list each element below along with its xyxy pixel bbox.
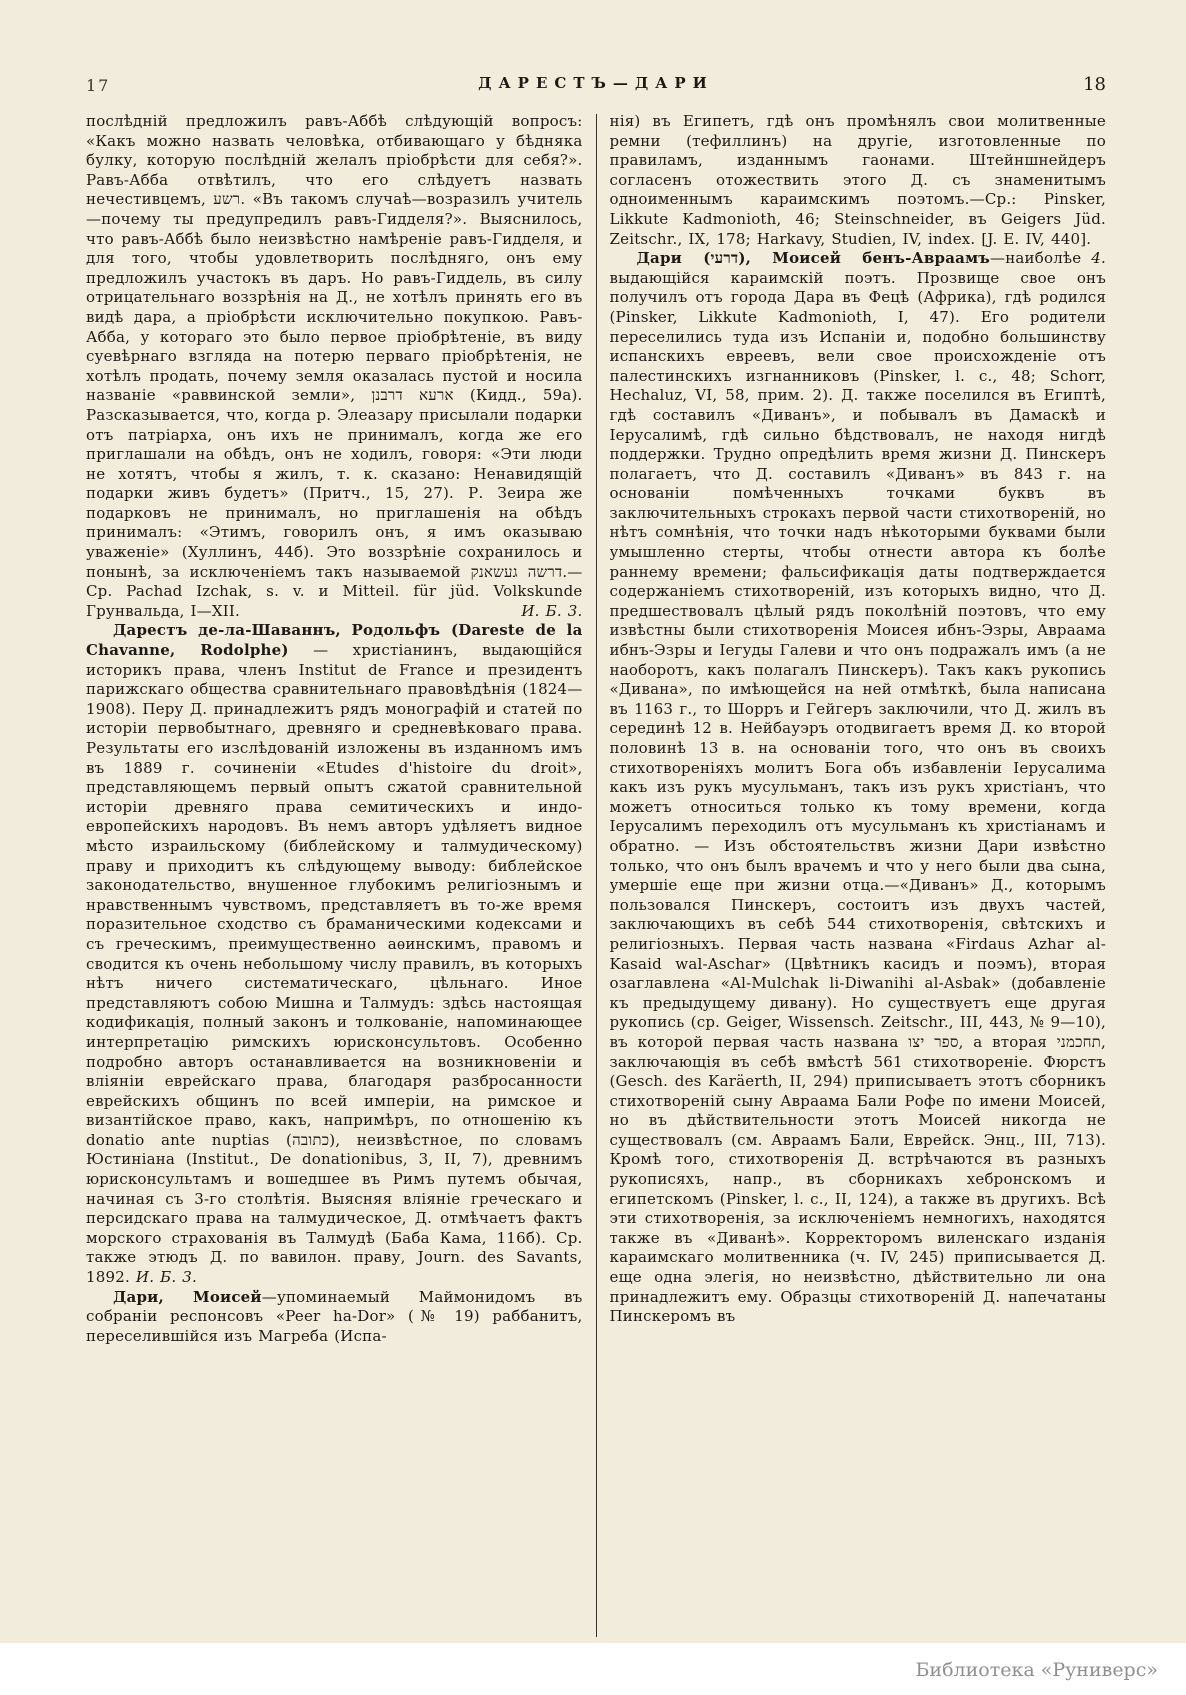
article-dari-moisei-start — [86, 1288, 583, 1347]
article-darest-de-la-chavanne — [86, 621, 583, 1287]
body-text: нія) въ Египетъ, гдѣ онъ промѣнялъ свои молитвенные ремни (тефиллинъ) на другіе, изготовленные по правиламъ, изданнымъ гаонами. Штейншнейдеръ согласенъ отожествить этого Д. съ знаменитымъ одноименнымъ караимскимъ поэтомъ.—Ср.: Pinsker, Likkute Kadmonioth, 46; Steinschneider, въ Geigers Jüd. Zeitschr., IX, 178; Harkavy, Studien, IV, index. [J. E. IV, 440]. — [609, 112, 1106, 248]
library-watermark: Библиотека «Руниверс» — [915, 1659, 1158, 1681]
author-signature: 4. — [1091, 249, 1106, 268]
page-header — [86, 74, 1106, 100]
right-column — [610, 112, 1107, 1637]
author-signature: И. Б. 3. — [521, 601, 583, 620]
body-text: —упоминаемый Маймонидомъ въ собраніи респонсовъ «Peer ha-Dor» (№ 19) раббанитъ, переселившійся изъ Магреба (Испа- — [86, 1287, 583, 1345]
author-signature: И. Б. 3. — [129, 1268, 198, 1287]
column-divider — [596, 114, 597, 1637]
article-dari-moisei-ben-avraam — [610, 249, 1107, 1327]
body-text: —наиболѣе выдающійся караимскій поэтъ. Прозвище свое онъ получилъ отъ города Дара въ Фецѣ (Африка), гдѣ родился (Pinsker, Likkute Kadmonioth, I, 47). Его родители переселились туда изъ Испаніи и, подобно большинству испанскихъ евреевъ, вели свое происхожденіе отъ палестинскихъ изгнанниковъ (Pinsker, l. c., 48; Schorr, Hechaluz, VI, 58, прим. 2). Д. также поселился въ Египтѣ, гдѣ составилъ «Диванъ», и побывалъ въ Дамаскѣ и Іерусалимѣ, гдѣ сильно бѣдствовалъ, не находя нигдѣ поддержки. Трудно опредѣлить время жизни Д. Пинскеръ полагаетъ, что Д. составилъ «Диванъ» въ 843 г. на основаніи помѣченныхъ точками буквъ въ заключительныхъ строкахъ первой части стихотвореній, но нѣтъ сомнѣнія, что точки надъ нѣкоторыми буквами были умышленно стерты, чтобы отнести автора къ болѣе раннему времени; фальсификація даты подтверждается содержаніемъ стихотвореній, изъ которыхъ видно, что Д. предшествовалъ цѣлый рядъ поколѣній поэтовъ, что ему извѣстны были стихотворенія Моисея ибнъ-Эзры, Авраама ибнъ-Эзры и Іегуды Галеви и что онъ подражалъ имъ (а не наоборотъ, какъ полагалъ Пинскеръ). Такъ какъ рукопись «Дивана», по имѣющейся на ней отмѣткѣ, была написана въ 1163 г., то Шорръ и Гейгеръ заключили, что Д. жилъ въ серединѣ 12 в. Нейбауэръ отодвигаетъ время Д. ко второй половинѣ 13 в. на основаніи того, что онъ въ своихъ стихотвореніяхъ молитъ Бога объ избавленіи Іерусалима какъ изъ рукъ мусульманъ, такъ изъ рукъ христіанъ, что можетъ относиться только къ тому времени, когда Іерусалимъ переходилъ отъ мусульманъ къ христіанамъ и обратно. — Изъ обстоятельствъ жизни Дари извѣстно только, что онъ былъ врачемъ и что у него были два сына, умершіе еще при жизни отца.—«Диванъ» Д., которымъ пользовался Пинскеръ, состоитъ изъ двухъ частей, заключающихъ въ себѣ 544 стихотворенія, свѣтскихъ и религіозныхъ. Первая часть названа «Firdaus Azhar al-Kasaid wal-Aschar» (Цвѣтникъ касидъ и поэмъ), вторая озаглавлена «Al-Mulchak li-Diwanihi al-Asbak» (добавленіе къ предыдущему дивану). Но существуетъ еще другая рукопись (ср. Geiger, Wissensch. Zeitschr., III, 443, № 9—10), въ которой первая часть названа ספר יצו, а вторая תחכמני, заключающія въ себѣ вмѣстѣ 561 стихотвореніе. Фюрстъ (Gesch. des Karäerth, II, 294) приписываетъ этотъ сборникъ стихотвореній сыну Авраама Бали Рофе по имени Моисей, но въ дѣйствительности этотъ Моисей никогда не существовалъ (см. Авраамъ Бали, Еврейск. Энц., III, 713). Кромѣ того, стихотворенія Д. встрѣчаются въ разныхъ рукописяхъ, напр., въ сборникахъ хебронскомъ и египетскомъ (Pinsker, l. c., II, 124), а также въ другихъ. Всѣ эти стихотворенія, за исключеніемъ немногихъ, находятся также въ «Диванѣ». Корректоромъ виленскаго изданія караимскаго молитвенника (ч. IV, 245) приписывается Д. еще одна элегія, но неизвѣстно, дѣйствительно ли она принадлежитъ ему. Образцы стихотвореній Д. напечатаны Пинскеромъ въ — [609, 249, 1106, 1326]
text-columns — [86, 112, 1106, 1637]
article-dar-continuation — [86, 112, 583, 621]
left-column-number: 17 — [86, 76, 111, 95]
article-title: Дарестъ де-ла-Шаваннъ, Родольфъ (Dareste de la Chavanne, Rodolphe) — [86, 621, 583, 660]
article-title: Дари, Моисей — [113, 1287, 262, 1306]
running-title: ДАРЕСТЪ—ДАРИ — [478, 74, 714, 92]
body-text: — христіанинъ, выдающійся историкъ права, членъ Institut de France и президентъ парижскаго общества сравнительнаго правовѣдѣнія (1824—1908). Перу Д. принадлежитъ рядъ монографій и статей по исторіи первобытнаго, древняго и средневѣковаго права. Результаты его изслѣдованій изложены въ изданномъ имъ въ 1889 г. сочиненіи «Etudes d'histoire du droit», представляющемъ первый опытъ сжатой сравнительной исторіи древняго права семитическихъ и индо-европейскихъ народовъ. Въ немъ авторъ удѣляетъ видное мѣсто израильскому (библейскому и талмудическому) праву и приходитъ къ слѣдующему выводу: библейское законодательство, внушенное глубокимъ религіознымъ и нравственнымъ чувствомъ, представляетъ въ то-же время поразительное сходство съ браманическими кодексами и съ греческимъ, преимущественно аѳинскимъ, правомъ и сводится къ очень небольшому числу правилъ, въ которыхъ нѣтъ ничего систематическаго, цѣльнаго. Иное представляютъ собою Мишна и Талмудъ: здѣсь настоящая кодификація, полный законъ и толкованіе, напоминающее интерпретацію римскихъ юрисконсультовъ. Особенно подробно авторъ останавливается на возникновеніи и вліяніи еврейскаго права, благодаря разбросанности еврейскихъ общинъ по всей имперіи, на римское и византійское право, какъ, напримѣръ, по отношенію къ donatio ante nuptias (כתובה), неизвѣстное, по словамъ Юстиніана (Institut., De donationibus, 3, II, 7), древнимъ юрисконсультамъ и вошедшее въ Римъ путемъ обычая, начиная съ 3-го столѣтія. Выясняя вліяніе греческаго и персидскаго права на талмудическое, Д. отмѣчаетъ фактъ морского страхованія въ Талмудѣ (Баба Кама, 116б). Ср. также этюдъ Д. по вавилон. праву, Journ. des Savants, 1892. — [86, 641, 583, 1287]
article-title: Дари (דרעי), Моисей бенъ-Авраамъ — [636, 249, 991, 268]
left-column — [86, 112, 583, 1637]
body-text: послѣдній предложилъ равъ-Аббѣ слѣдующій вопросъ: «Какъ можно назвать человѣка, отбивающаго у бѣдняка булку, которую послѣдній желалъ пріобрѣсти для себя?». Равъ-Абба отвѣтилъ, что его слѣдуетъ назвать нечестивцемъ, רשע. «Въ такомъ случаѣ—возразилъ учитель—почему ты предупредилъ равъ-Гидделя?». Выяснилось, что равъ-Аббѣ было неизвѣстно намѣреніе равъ-Гидделя, и для того, чтобы удовлетворить послѣдняго, онъ ему предложилъ участокъ въ даръ. Но равъ-Гиддель, въ силу отрицательнаго воззрѣнія на Д., не хотѣлъ принять его въ видѣ дара, а пріобрѣсти исключительно покупкою. Равъ-Абба, у котораго это было первое пріобрѣтеніе, въ виду суевѣрнаго взгляда на потерю перваго пріобрѣтенія, не хотѣлъ продать, почему земля оказалась пустой и носила названіе «раввинской земли», ארעא דרבנן (Кидд., 59а). Разсказывается, что, когда р. Элеазару присылали подарки отъ патріарха, онъ ихъ не принималъ, когда же его приглашали на обѣдъ, онъ не ходилъ, говоря: «Эти люди не хотятъ, чтобы я жилъ, т. к. сказано: Ненавидящій подарки живъ будетъ» (Притч., 15, 27). Р. Зеира же подарковъ не принималъ, но приглашенія на обѣдъ принималъ: «Этимъ, говорилъ онъ, я имъ оказываю уваженіе» (Хуллинъ, 44б). Это воззрѣніе сохранилось и понынѣ, за исключеніемъ такъ называемой דרשה געשאנק.—Ср. Pachad Izchak, s. v. и Mitteil. für jüd. Volkskunde Грунвальда, I—XII. — [86, 112, 583, 620]
right-column-number: 18 — [1083, 74, 1106, 95]
